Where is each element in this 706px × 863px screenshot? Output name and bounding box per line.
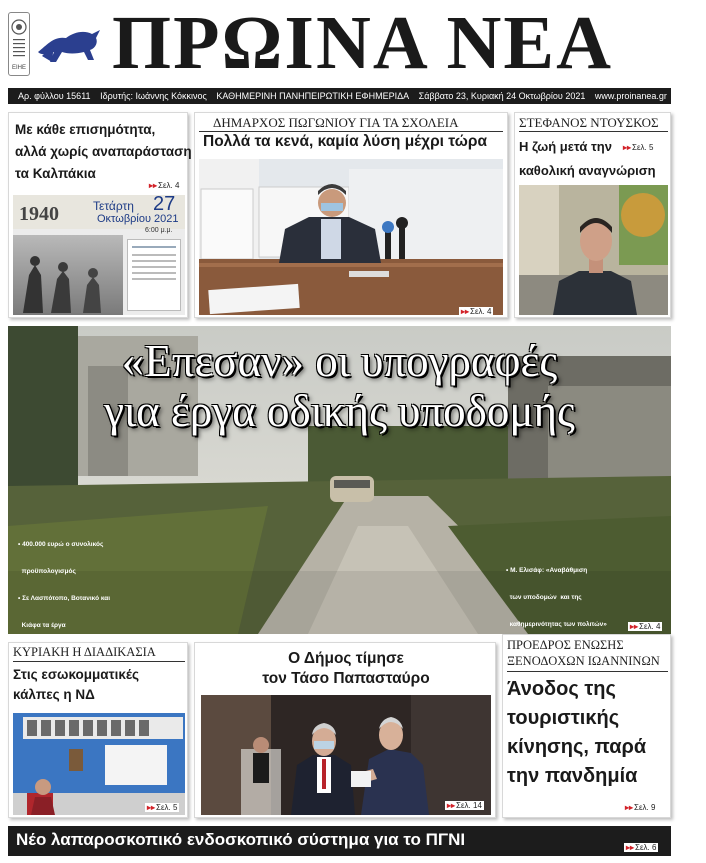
poster-time: 6:00 μ.μ. bbox=[145, 227, 173, 234]
story-nd-pageref[interactable] bbox=[145, 803, 179, 812]
kicker-line: ΞΕΝΟΔΟΧΩΝ ΙΩΑΝΝΙΝΩΝ bbox=[507, 654, 660, 668]
headline-line: Με κάθε επισημότητα, bbox=[15, 122, 156, 137]
headline-line: καθολική αναγνώριση bbox=[519, 163, 656, 178]
kicker-line: ΠΡΟΕΔΡΟΣ ΕΝΩΣΗΣ bbox=[507, 638, 624, 652]
headline-line: «Επεσαν» οι υπογραφές bbox=[121, 336, 558, 386]
issue-date: Σάββατο 23, Κυριακή 24 Οκτωβρίου 2021 bbox=[418, 91, 586, 101]
story-kalpakia-headline[interactable] bbox=[15, 119, 192, 185]
headline-line: κάλπες η ΝΔ bbox=[13, 687, 95, 702]
main-story-pageref[interactable] bbox=[628, 622, 662, 631]
pageref-label: Σελ. 4 bbox=[639, 622, 661, 631]
headline-line: την πανδημία bbox=[507, 765, 638, 787]
double-right-arrow-icon: ▸▸ bbox=[147, 803, 156, 812]
pageref-label: Σελ. 4 bbox=[158, 181, 180, 190]
divider bbox=[519, 131, 668, 132]
pageref-label: Σελ. 5 bbox=[156, 803, 178, 812]
price: €0,50 bbox=[676, 91, 699, 101]
story-schools-headline[interactable]: Πολλά τα κενά, καμία λύση μέχρι τώρα bbox=[203, 133, 487, 150]
poster-program bbox=[127, 239, 181, 311]
bottom-banner-headline[interactable]: Νέο λαπαροσκοπικό ενδοσκοπικό σύστημα για το ΠΓΝΙ bbox=[16, 830, 466, 849]
pageref-label: Σελ. 5 bbox=[632, 143, 654, 152]
quote-line: • Μ. Ελισάφ: «Αναβάθμιση bbox=[506, 567, 588, 574]
story-ntouskos-pageref[interactable] bbox=[623, 143, 653, 152]
headline-line: Στις εσωκομματικές bbox=[13, 667, 140, 682]
story-nd-kicker: ΚΥΡΙΑΚΗ Η ΔΙΑΔΙΚΑΣΙΑ bbox=[13, 645, 156, 659]
commemoration-poster bbox=[13, 195, 185, 315]
main-story[interactable] bbox=[8, 326, 671, 634]
story-ntouskos[interactable] bbox=[514, 112, 671, 318]
bullet-line: προϋπολογισμός bbox=[18, 568, 76, 575]
quote-line: καθημερινότητας των πολιτών» bbox=[506, 621, 607, 628]
divider bbox=[13, 661, 185, 662]
story-schools-kicker: ΔΗΜΑΡΧΟΣ ΠΩΓΩΝΙΟΥ ΓΙΑ ΤΑ ΣΧΟΛΕΙΑ bbox=[213, 115, 459, 130]
story-papastavros-pageref[interactable] bbox=[445, 801, 484, 810]
headline-line: Ο Δήμος τίμησε bbox=[288, 650, 404, 667]
pageref-label: Σελ. 9 bbox=[634, 803, 656, 812]
story-nd[interactable] bbox=[8, 642, 188, 818]
bottom-banner[interactable] bbox=[8, 826, 671, 856]
story-schools-pageref[interactable] bbox=[459, 307, 493, 316]
double-right-arrow-icon: ▸▸ bbox=[149, 181, 158, 190]
pageref-label: Σελ. 6 bbox=[635, 843, 657, 852]
issue-number: Αρ. φύλλου 15611 bbox=[18, 91, 91, 101]
story-kalpakia-pageref[interactable] bbox=[149, 181, 179, 190]
founder: Ιδρυτής: Ιωάννης Κόκκινος bbox=[100, 91, 207, 101]
story-papastavros[interactable] bbox=[194, 642, 496, 818]
headline-line: Η ζωή μετά την bbox=[519, 139, 612, 154]
headline-line: Άνοδος της bbox=[507, 678, 616, 700]
poster-weekday: Τετάρτη bbox=[93, 199, 134, 213]
pageref-label: Σελ. 14 bbox=[456, 801, 482, 810]
main-story-bullets bbox=[18, 522, 110, 648]
bottom-banner-pageref[interactable] bbox=[624, 843, 658, 852]
website: www.proinanea.gr bbox=[594, 91, 667, 101]
headline-line: τουριστικής bbox=[507, 707, 620, 729]
story-tourism-pageref[interactable] bbox=[625, 803, 655, 812]
headline-line: κίνησης, παρά bbox=[507, 736, 647, 758]
poster-day: 27 bbox=[153, 193, 176, 215]
masthead bbox=[0, 0, 677, 88]
story-tourism[interactable] bbox=[502, 634, 671, 818]
double-right-arrow-icon: ▸▸ bbox=[461, 307, 470, 316]
main-story-quote bbox=[506, 548, 607, 647]
headline-line: αλλά χωρίς αναπαράσταση bbox=[15, 144, 192, 159]
leaping-animal-logo-icon bbox=[34, 22, 106, 68]
story-nd-headline[interactable] bbox=[13, 665, 139, 705]
double-right-arrow-icon: ▸▸ bbox=[623, 143, 632, 152]
ntouskos-photo bbox=[519, 185, 668, 315]
award-ceremony-photo bbox=[201, 695, 491, 815]
seal-text: ΕΙΗΕ bbox=[11, 65, 27, 71]
issue-info-bar bbox=[8, 88, 699, 104]
newspaper-title: ΠΡΩΙΝΑ ΝΕΑ bbox=[112, 1, 614, 85]
nd-office-photo bbox=[13, 713, 185, 815]
divider bbox=[507, 671, 668, 672]
double-right-arrow-icon: ▸▸ bbox=[630, 622, 639, 631]
poster-month-year: Οκτωβρίου 2021 bbox=[97, 213, 179, 225]
main-story-headline[interactable] bbox=[8, 336, 671, 436]
headline-line: τον Τάσο Παπασταύρο bbox=[262, 670, 430, 687]
story-schools[interactable] bbox=[194, 112, 508, 318]
double-right-arrow-icon: ▸▸ bbox=[626, 843, 635, 852]
divider bbox=[199, 131, 503, 132]
quote-line: των υποδομών και της bbox=[506, 594, 582, 601]
soldiers-photo bbox=[13, 235, 123, 315]
double-right-arrow-icon: ▸▸ bbox=[447, 801, 456, 810]
mayor-press-photo bbox=[199, 159, 503, 315]
ehee-seal-icon bbox=[8, 12, 30, 76]
pageref-label: Σελ. 4 bbox=[470, 307, 492, 316]
tagline: ΚΑΘΗΜΕΡΙΝΗ ΠΑΝΗΠΕΙΡΩΤΙΚΗ ΕΦΗΜΕΡΙΔΑ bbox=[216, 91, 410, 101]
headline-line: για έργα οδικής υποδομής bbox=[104, 386, 575, 436]
bullet-line: • Σε Λασπότοπο, Βοτανικό και bbox=[18, 595, 111, 602]
bullet-line: • 400.000 ευρώ ο συνολικός bbox=[18, 541, 104, 548]
story-ntouskos-kicker: ΣΤΕΦΑΝΟΣ ΝΤΟΥΣΚΟΣ bbox=[519, 115, 659, 130]
poster-year: 1940 bbox=[19, 203, 59, 225]
story-papastavros-headline[interactable] bbox=[195, 649, 497, 689]
story-kalpakia[interactable] bbox=[8, 112, 192, 318]
story-tourism-headline[interactable] bbox=[507, 675, 646, 791]
headline-line: τα Καλπάκια bbox=[15, 166, 96, 181]
story-tourism-kicker bbox=[507, 637, 660, 669]
bullet-line: Κιάφα τα έργα bbox=[18, 622, 66, 629]
double-right-arrow-icon: ▸▸ bbox=[625, 803, 634, 812]
